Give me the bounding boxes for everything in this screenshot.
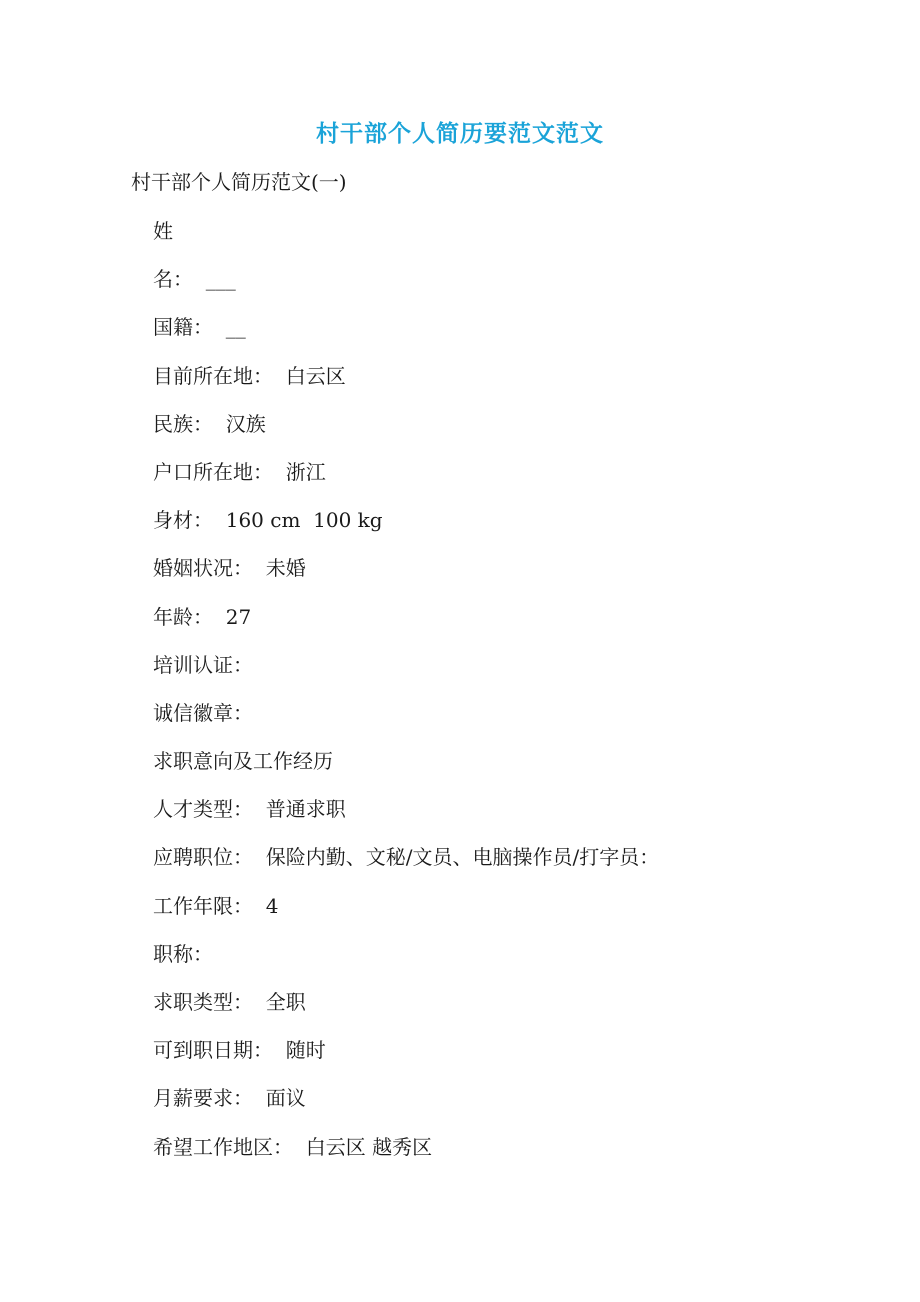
- field-value: 全职: [253, 990, 306, 1014]
- field-value: 浙江: [273, 459, 326, 484]
- field-value: 汉族: [213, 411, 266, 436]
- field-label: 希望工作地区：: [153, 1134, 293, 1159]
- field-label: 国籍：: [153, 315, 213, 340]
- field-value: 面议: [253, 1086, 306, 1111]
- field-label: 婚姻状况：: [153, 556, 253, 581]
- field-work-years: [153, 888, 659, 936]
- document-title: 村干部个人简历要范文范文: [316, 120, 604, 147]
- field-value: 160 cm 100 kg: [213, 508, 383, 533]
- field-label: 人才类型：: [153, 797, 253, 822]
- field-label: 名：: [153, 267, 193, 292]
- field-certification: [153, 647, 659, 695]
- field-value: __: [213, 315, 246, 340]
- field-integrity-badge: [153, 695, 659, 743]
- field-value: 保险内勤、文秘/文员、电脑操作员/打字员：: [253, 845, 660, 870]
- field-value: 未婚: [253, 556, 306, 581]
- field-value: 27: [213, 604, 252, 629]
- field-label: 工作年限：: [153, 893, 253, 918]
- field-current-location: [153, 358, 659, 406]
- field-job-intention-heading: [153, 743, 659, 791]
- field-hukou-location: [153, 454, 659, 502]
- field-label: 月薪要求：: [153, 1086, 253, 1111]
- field-value: 4: [253, 893, 279, 918]
- field-value: ___: [193, 267, 236, 292]
- field-job-type: [153, 984, 659, 1032]
- field-value: 普通求职: [253, 797, 346, 822]
- field-label: 诚信徽章：: [153, 700, 253, 725]
- field-label: 目前所在地：: [153, 363, 273, 388]
- field-label: 年龄：: [153, 604, 213, 629]
- field-applied-position: [153, 839, 659, 887]
- field-label: 民族：: [153, 411, 213, 436]
- field-label: 身材：: [153, 508, 213, 533]
- field-marital-status: [153, 550, 659, 598]
- field-value: 白云区 越秀区: [293, 1134, 433, 1159]
- field-ethnicity: [153, 406, 659, 454]
- field-nationality: [153, 309, 659, 357]
- field-label: 户口所在地：: [153, 459, 273, 484]
- field-available-date: [153, 1032, 659, 1080]
- field-label: 可到职日期：: [153, 1038, 273, 1063]
- field-value: 随时: [273, 1038, 326, 1063]
- field-label: 姓: [153, 219, 173, 243]
- field-label: 职称：: [153, 941, 213, 966]
- section-heading: 村干部个人简历范文(一): [131, 170, 347, 194]
- field-label: 求职意向及工作经历: [153, 749, 333, 774]
- field-physique: [153, 502, 659, 550]
- field-value: 白云区: [273, 363, 346, 388]
- field-label: 求职类型：: [153, 990, 253, 1014]
- field-surname: [153, 213, 659, 261]
- field-age: [153, 599, 659, 647]
- field-job-title: [153, 936, 659, 984]
- field-label: 应聘职位：: [153, 845, 253, 870]
- field-talent-type: [153, 791, 659, 839]
- resume-fields: [153, 213, 659, 1177]
- field-desired-work-area: [153, 1129, 659, 1177]
- field-name: [153, 261, 659, 309]
- field-label: 培训认证：: [153, 652, 253, 677]
- field-salary-requirement: [153, 1080, 659, 1128]
